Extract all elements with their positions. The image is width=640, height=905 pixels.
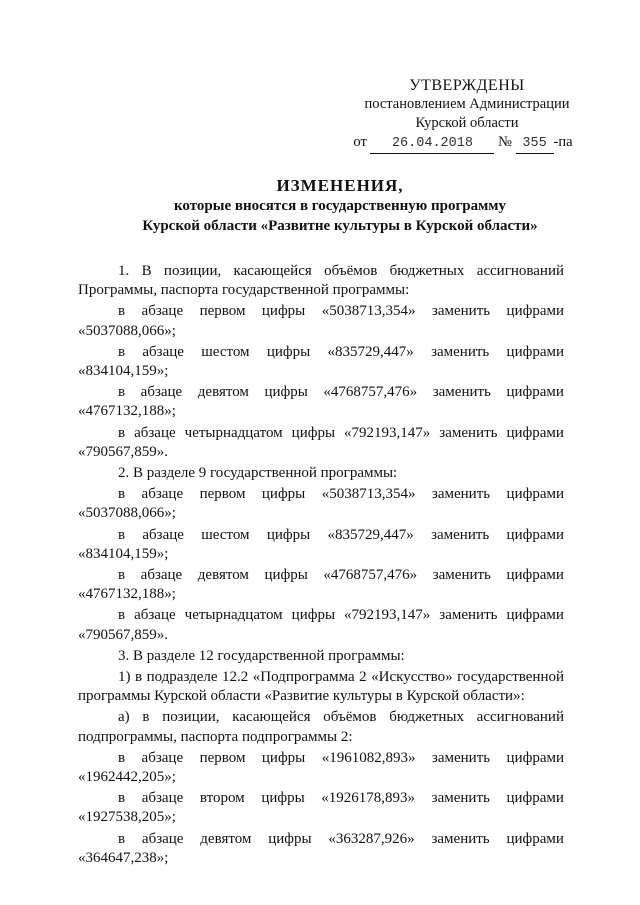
s3-row-2 xyxy=(78,789,564,808)
word: первом xyxy=(199,303,246,320)
approval-line-2: Курской области xyxy=(415,115,519,131)
new-value: «364647,238»; xyxy=(78,849,169,866)
word: цифры xyxy=(261,486,306,503)
word: девятом xyxy=(200,830,252,847)
old-value: «835729,447» xyxy=(327,343,414,360)
word: цифры xyxy=(268,830,312,847)
old-value: «1926178,893» xyxy=(321,790,416,807)
word: в xyxy=(118,607,126,624)
word: заменить xyxy=(431,526,490,543)
word: в xyxy=(118,526,126,543)
document-body xyxy=(78,262,564,868)
old-value: «363287,926» xyxy=(328,830,415,847)
s1-row-1 xyxy=(78,302,564,321)
new-value: «1962442,205»; xyxy=(78,769,176,786)
word: шестом xyxy=(201,343,250,360)
word: заменить xyxy=(431,303,491,320)
word: заменить xyxy=(439,424,498,441)
word: цифрами xyxy=(506,303,564,320)
word: абзаце xyxy=(140,567,183,584)
word: заменить xyxy=(431,790,490,807)
word: цифры xyxy=(261,749,306,766)
word: в xyxy=(118,486,126,503)
word: цифрами xyxy=(506,343,564,360)
word: абзаце xyxy=(141,486,184,503)
heading-subtitle-1: которые вносятся в государственную программу xyxy=(173,198,507,214)
word: цифры xyxy=(264,567,308,584)
word: цифры xyxy=(261,790,305,807)
word: цифрами xyxy=(506,486,564,503)
word: цифры xyxy=(291,607,336,624)
heading-subtitle-2: Курской области «Развитне культуры в Курской области» xyxy=(142,218,538,234)
new-value: «1927538,205»; xyxy=(78,809,176,826)
word: цифрами xyxy=(506,384,564,401)
word: цифрами xyxy=(506,526,564,543)
word: цифрами xyxy=(506,424,564,441)
word: девятом xyxy=(197,384,249,401)
word: абзаце xyxy=(142,526,184,543)
word: цифры xyxy=(291,424,336,441)
old-value: «792193,147» xyxy=(344,607,431,624)
word: втором xyxy=(199,790,245,807)
word: цифры xyxy=(261,303,306,320)
word: цифрами xyxy=(506,607,564,624)
new-value: «5037088,066»; xyxy=(78,505,176,522)
old-value: «792193,147» xyxy=(344,424,431,441)
approval-date: 26.04.2018 xyxy=(370,134,494,154)
old-value: «835729,447» xyxy=(327,526,414,543)
word: в xyxy=(118,830,126,847)
word: цифры xyxy=(266,343,311,360)
word: в xyxy=(118,790,126,807)
word: цифрами xyxy=(506,830,564,847)
word: абзаце xyxy=(142,343,184,360)
paragraph-2: 2. В разделе 9 государственной программы: xyxy=(118,465,398,482)
word: абзаце xyxy=(134,607,176,624)
word: в xyxy=(118,424,126,441)
s3-row-3 xyxy=(78,830,564,849)
word: заменить xyxy=(432,384,491,401)
word: первом xyxy=(199,749,246,766)
approval-title: УТВЕРЖДЕНЫ xyxy=(409,77,525,94)
new-value: «5037088,066»; xyxy=(78,322,176,339)
word: шестом xyxy=(201,526,250,543)
word: абзаце xyxy=(141,303,184,320)
word: заменить xyxy=(431,830,490,847)
word: цифрами xyxy=(506,790,564,807)
word: заменить xyxy=(431,749,491,766)
paragraph-3-1-a: а) в позиции, касающейся объёмов бюджетных ассигнований подпрограммы, паспорта подпрограммы 2: xyxy=(78,709,564,745)
word: абзаце xyxy=(141,830,184,847)
word: четырнадцатом xyxy=(184,607,283,624)
new-value: «4767132,188»; xyxy=(78,586,176,603)
new-value: «4767132,188»; xyxy=(78,403,176,420)
word: девятом xyxy=(197,567,249,584)
paragraph-3-1: 1) в подразделе 12.2 «Подпрограмма 2 «Искусство» государственной программы Курской области «Развитие культуры в Курской области»: xyxy=(78,669,564,705)
s1-row-3 xyxy=(78,383,564,402)
word: абзаце xyxy=(141,749,184,766)
s2-row-4 xyxy=(78,606,564,625)
approval-date-line xyxy=(344,133,582,154)
new-value: «834104,159»; xyxy=(78,363,169,380)
number-sign: № xyxy=(498,134,512,150)
old-value: «5038713,354» xyxy=(321,486,416,503)
word: заменить xyxy=(432,567,491,584)
old-value: «5038713,354» xyxy=(321,303,416,320)
old-value: «1961082,893» xyxy=(321,749,416,766)
approval-stamp xyxy=(352,76,582,154)
word: цифры xyxy=(266,526,311,543)
old-value: «4768757,476» xyxy=(323,384,418,401)
s2-row-2 xyxy=(78,526,564,545)
word: четырнадцатом xyxy=(184,424,283,441)
word: в xyxy=(118,343,126,360)
s2-row-1 xyxy=(78,485,564,504)
paragraph-1: 1. В позиции, касающейся объёмов бюджетных ассигнований Программы, паспорта государственной программы: xyxy=(78,263,564,299)
s3-row-1 xyxy=(78,749,564,768)
word: в xyxy=(118,384,126,401)
word: абзаце xyxy=(134,424,176,441)
old-value: «4768757,476» xyxy=(323,567,418,584)
s1-row-2 xyxy=(78,343,564,362)
word: в xyxy=(118,303,126,320)
word: заменить xyxy=(431,486,491,503)
new-value: «790567,859». xyxy=(78,443,168,460)
s1-row-4 xyxy=(78,424,564,443)
document-heading xyxy=(60,176,620,236)
s2-row-3 xyxy=(78,566,564,585)
word: абзаце xyxy=(141,790,184,807)
word: первом xyxy=(199,486,246,503)
word: в xyxy=(118,749,126,766)
approval-line-1: постановлением Администрации xyxy=(364,96,570,112)
word: заменить xyxy=(431,343,490,360)
new-value: «790567,859». xyxy=(78,626,168,643)
paragraph-3: 3. В разделе 12 государственной программы: xyxy=(118,647,405,664)
word: цифры xyxy=(264,384,308,401)
word: цифрами xyxy=(506,749,564,766)
date-prefix: от xyxy=(353,134,367,150)
word: цифрами xyxy=(506,567,564,584)
word: абзаце xyxy=(140,384,183,401)
approval-number: 355 xyxy=(516,134,554,154)
new-value: «834104,159»; xyxy=(78,545,169,562)
word: в xyxy=(118,567,126,584)
number-suffix: -па xyxy=(553,134,573,150)
word: заменить xyxy=(439,607,498,624)
heading-title: ИЗМЕНЕНИЯ, xyxy=(276,176,404,195)
